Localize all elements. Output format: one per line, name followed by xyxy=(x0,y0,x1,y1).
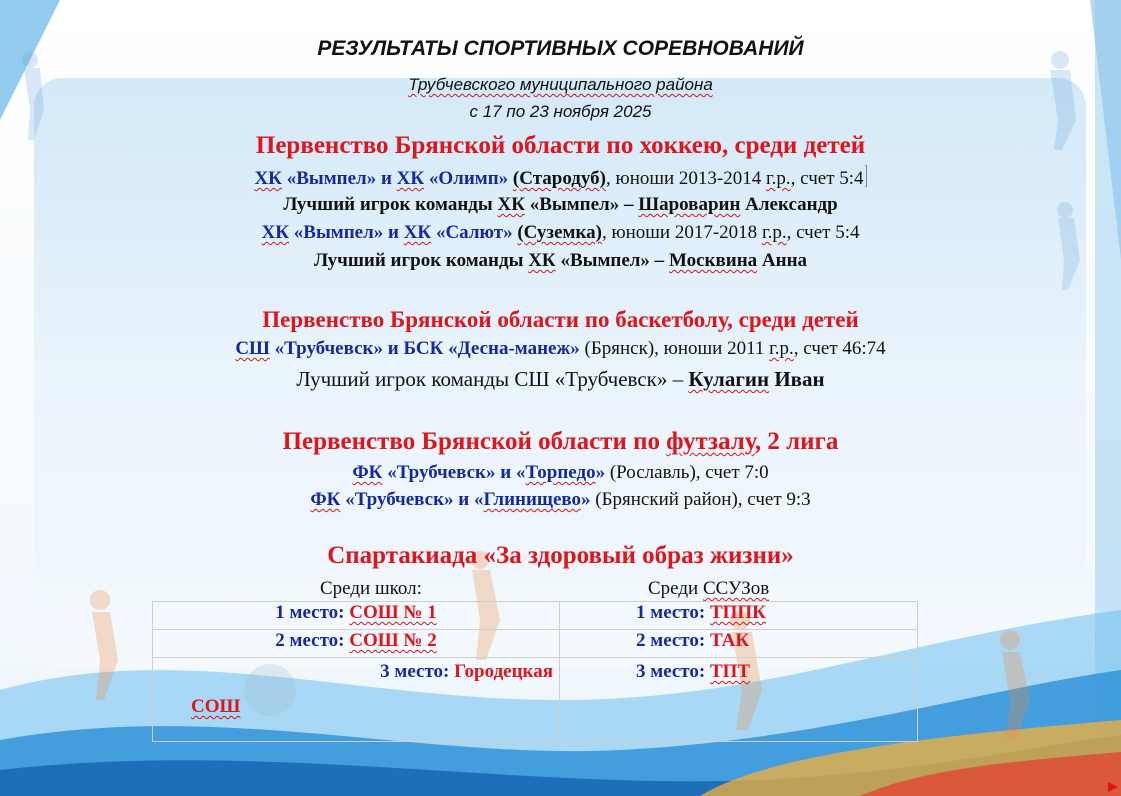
player-surname: Москвина xyxy=(668,250,758,271)
match-city: (Стародуб) xyxy=(512,168,606,189)
section-title-word: футзалу xyxy=(666,428,755,455)
match-score: , счет 5:4 xyxy=(790,168,864,189)
college-place-cell xyxy=(560,602,918,630)
birth-year-abbr: г.р. xyxy=(761,222,787,243)
basketball-section-title: Первенство Брянской области по баскетболу, среди детей xyxy=(262,307,859,332)
school-place-cell xyxy=(153,658,560,742)
player-name: Иван xyxy=(774,367,825,391)
team-name: «Вымпел» и xyxy=(293,222,399,243)
place-line xyxy=(153,658,559,683)
quote-close: » xyxy=(595,462,606,483)
match-score: , счет 46:74 xyxy=(793,338,886,359)
match-score: (Брянский район), счет 9:3 xyxy=(590,489,811,510)
place-label: 1 место: xyxy=(636,602,706,623)
hockey-section-title: Первенство Брянской области по хоккею, среди детей xyxy=(255,132,866,159)
place-line-wrap xyxy=(153,683,559,718)
team-name: «Трубчевск» и xyxy=(274,338,399,359)
team-name: Глинищево xyxy=(483,489,582,510)
best-player-label: Лучший игрок команды СШ «Трубчевск» – xyxy=(296,367,684,391)
place-winner: Городецкая xyxy=(454,661,553,682)
document-dates: с 17 по 23 ноября 2025 xyxy=(469,102,652,121)
hockey-match-1 xyxy=(0,165,1121,190)
birth-year-abbr: г.р. xyxy=(766,168,791,189)
place-label: 1 место: xyxy=(275,602,345,623)
spartakiad-results-table xyxy=(152,601,918,742)
place-winner: СОШ № 2 xyxy=(349,630,437,651)
team-name: «Трубчевск» и « xyxy=(387,462,526,483)
match-score: (Рославль), счет 7:0 xyxy=(605,462,769,483)
team-name: «Салют» xyxy=(435,222,513,243)
spartakiad-section-title: Спартакиада «За здоровый образ жизни» xyxy=(327,542,794,569)
school-place-cell xyxy=(153,630,560,658)
team-name: «Вымпел» – xyxy=(529,194,634,215)
futsal-match-1 xyxy=(0,462,1121,484)
document-subtitle xyxy=(0,75,1121,95)
team-abbr: ХК xyxy=(254,168,282,189)
colleges-caption-word: ССУЗов xyxy=(702,578,770,599)
match-details: , юноши 2013-2014 xyxy=(606,168,762,189)
colleges-caption-text: Среди xyxy=(648,578,699,599)
player-surname: Шароварин xyxy=(638,194,741,215)
place-label: 3 место: xyxy=(636,661,706,682)
best-player-label: Лучший игрок команды xyxy=(313,250,524,271)
basketball-best-player xyxy=(0,367,1121,392)
college-place-cell xyxy=(560,658,918,742)
match-details: (Брянск), юноши 2011 xyxy=(579,338,765,359)
best-player-label: Лучший игрок команды xyxy=(283,194,493,215)
place-winner-suffix: СОШ xyxy=(191,696,241,717)
match-city: (Суземка) xyxy=(517,222,602,243)
place-winner: ТАК xyxy=(709,630,750,651)
place-label: 2 место: xyxy=(275,630,345,651)
place-label: 2 место: xyxy=(636,630,706,651)
team-abbr: ФК xyxy=(352,462,383,483)
team-abbr: ХК xyxy=(261,222,290,243)
team-name: «Олимп» xyxy=(428,168,509,189)
place-winner: СОШ № 1 xyxy=(349,602,437,623)
section-title-text: Первенство Брянской области по xyxy=(282,428,661,455)
hockey-match-2 xyxy=(0,222,1121,244)
school-place-cell xyxy=(153,602,560,630)
futsal-section-title xyxy=(0,428,1121,456)
table-row xyxy=(153,602,918,630)
hockey-best-player-1 xyxy=(0,194,1121,216)
team-abbr: ХК xyxy=(528,250,556,271)
quote-close: » xyxy=(581,489,591,510)
player-surname: Кулагин xyxy=(688,367,770,391)
table-row xyxy=(153,630,918,658)
player-name: Анна xyxy=(761,250,808,271)
section-title-suffix: , 2 лига xyxy=(754,428,839,455)
basketball-match xyxy=(0,338,1121,360)
team-abbr: ХК xyxy=(403,222,432,243)
team-abbr: ХК xyxy=(396,168,425,189)
table-row xyxy=(153,658,918,742)
team-name: «Вымпел» и xyxy=(286,168,392,189)
team-abbr: БСК xyxy=(403,338,444,359)
team-abbr: СШ xyxy=(235,338,270,359)
schools-caption: Среди школ: xyxy=(320,578,422,599)
colleges-caption xyxy=(648,578,769,600)
place-winner: ТПТ xyxy=(709,661,751,682)
futsal-match-2 xyxy=(0,489,1121,511)
team-name: «Десна-манеж» xyxy=(448,338,580,359)
place-winner: ТППК xyxy=(709,602,766,623)
team-name: «Вымпел» – xyxy=(560,250,665,271)
match-score: , счет 5:4 xyxy=(786,222,860,243)
document-title: РЕЗУЛЬТАТЫ СПОРТИВНЫХ СОРЕВНОВАНИЙ xyxy=(317,37,804,60)
college-place-cell xyxy=(560,630,918,658)
place-label: 3 место: xyxy=(380,661,450,682)
team-abbr: ХК xyxy=(497,194,525,215)
birth-year-abbr: г.р. xyxy=(769,338,794,359)
team-name: «Трубчевск» и « xyxy=(345,489,484,510)
subtitle-text: Трубчевского муниципального района xyxy=(408,75,713,94)
player-name: Александр xyxy=(745,194,838,215)
team-abbr: ФК xyxy=(310,489,341,510)
hockey-best-player-2 xyxy=(0,250,1121,272)
text-cursor xyxy=(865,165,867,187)
team-name: Торпедо xyxy=(525,462,596,483)
match-details: , юноши 2017-2018 xyxy=(601,222,758,243)
